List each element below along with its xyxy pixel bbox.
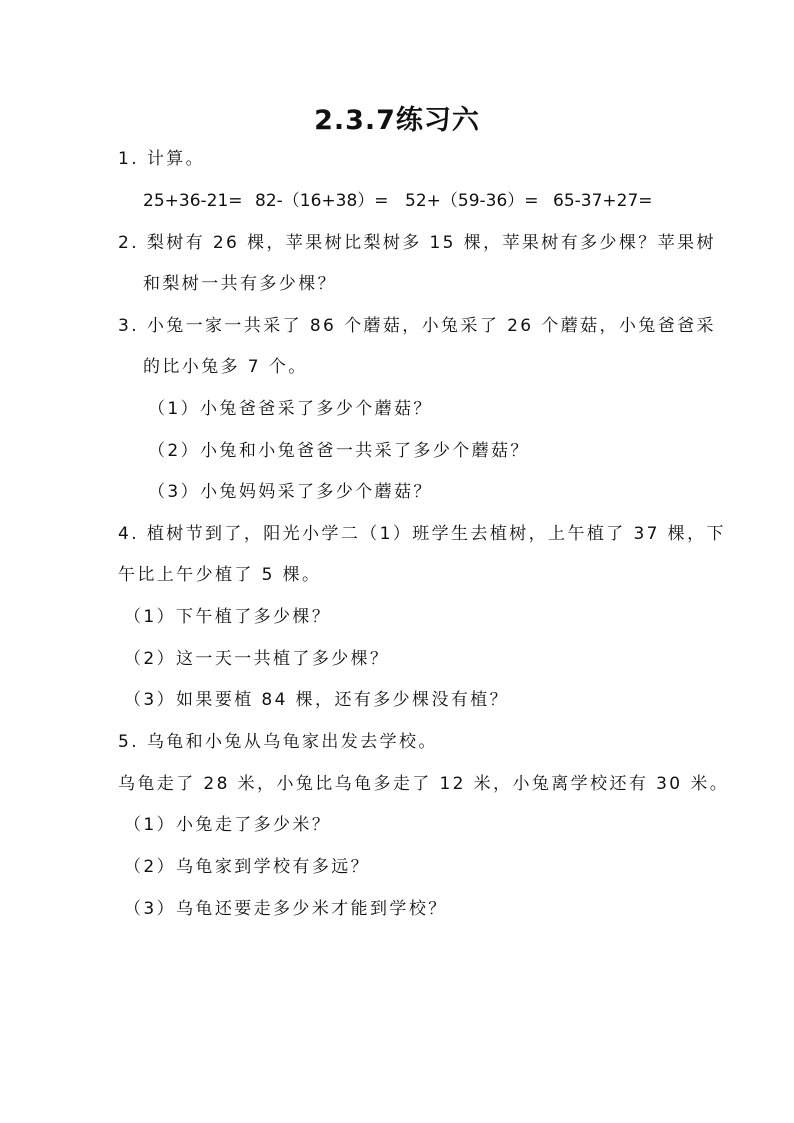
q5-sub-2: （2）乌龟家到学校有多远？	[124, 857, 371, 877]
page-title: 2.3.7练习六	[314, 105, 480, 136]
q2-line-2: 和梨树一共有多少棵？	[143, 274, 337, 294]
q3-line-1: 3. 小兔一家一共采了 86 个蘑菇，小兔采了 26 个蘑菇，小兔爸爸采	[118, 316, 716, 336]
q4-sub-2: （2）这一天一共植了多少棵？	[124, 649, 390, 669]
q1-expression-1: 25+36-21=	[143, 191, 243, 211]
q1-label: 1. 计算。	[118, 149, 206, 169]
q4-sub-3: （3）如果要植 84 棵，还有多少棵没有植？	[124, 690, 510, 710]
q5-sub-3: （3）乌龟还要走多少米才能到学校？	[124, 899, 448, 919]
q5-line-1: 5. 乌龟和小兔从乌龟家出发去学校。	[118, 732, 438, 752]
q3-sub-3: （3）小兔妈妈采了多少个蘑菇？	[148, 482, 433, 502]
q3-sub-2: （2）小兔和小兔爸爸一共采了多少个蘑菇？	[148, 441, 530, 461]
q4-line-2: 午比上午少植了 5 棵。	[118, 565, 322, 585]
q3-sub-1: （1）小兔爸爸采了多少个蘑菇？	[148, 399, 433, 419]
q4-sub-1: （1）下午植了多少棵？	[124, 607, 332, 627]
q1-expression-2: 82-（16+38）=	[255, 191, 389, 211]
q5-line-2: 乌龟走了 28 米，小兔比乌龟多走了 12 米，小兔离学校还有 30 米。	[118, 774, 730, 794]
q1-expression-3: 52+（59-36）=	[405, 191, 539, 211]
q5-sub-1: （1）小兔走了多少米？	[124, 815, 332, 835]
q3-line-2: 的比小兔多 7 个。	[143, 357, 308, 377]
q2-line-1: 2. 梨树有 26 棵，苹果树比梨树多 15 棵，苹果树有多少棵？苹果树	[118, 233, 716, 253]
q4-line-1: 4. 植树节到了，阳光小学二（1）班学生去植树，上午植了 37 棵，下	[118, 524, 726, 544]
q1-expression-4: 65-37+27=	[553, 191, 653, 211]
